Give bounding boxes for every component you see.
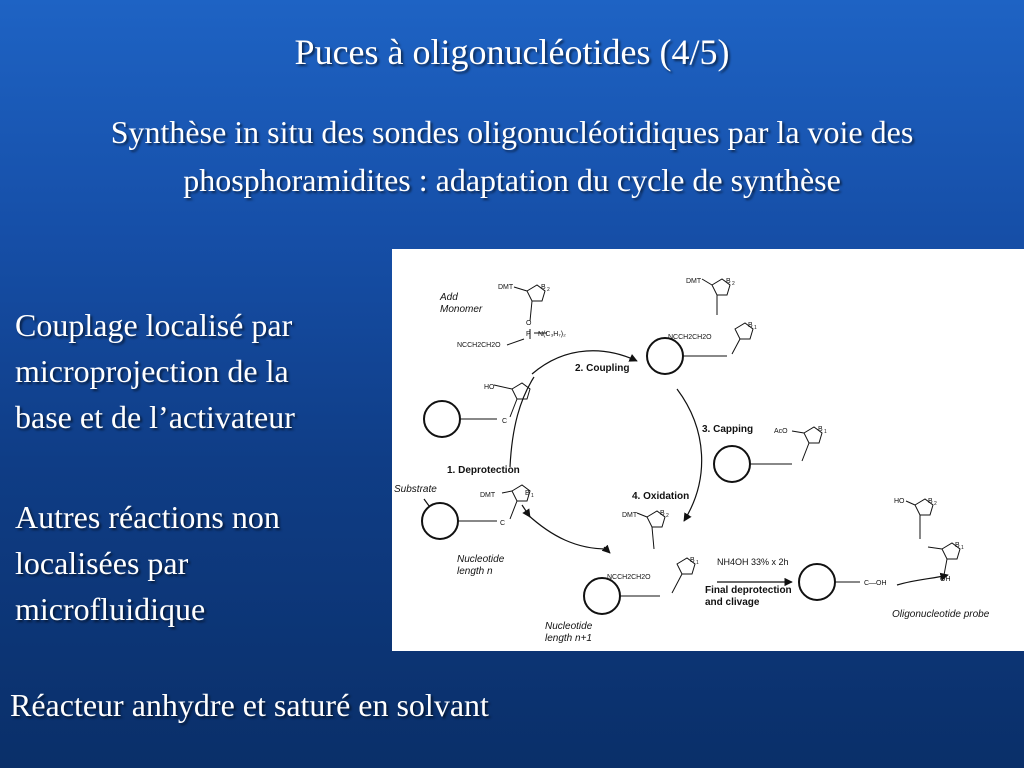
solid-support-circle <box>422 503 458 539</box>
nucleotide-n1-label: length n+1 <box>545 633 592 644</box>
base-subscript: 2 <box>934 501 937 507</box>
slide-footer: Réacteur anhydre et saturé en solvant <box>10 687 489 723</box>
product-structure <box>835 499 960 582</box>
side-text-line: microfluidique <box>15 591 206 627</box>
oxidized-dimer-structure <box>620 511 695 596</box>
reagent-label: NH4OH 33% x 2h <box>717 557 789 567</box>
ester-carbon-label: C <box>502 418 508 425</box>
cyanoethyl-label: NCCH2CH2O <box>668 334 712 341</box>
acetyl-label: AcO <box>774 428 788 435</box>
base-subscript: 1 <box>824 429 827 435</box>
support-nucleoside-ho <box>460 383 530 419</box>
dmt-label: DMT <box>686 278 702 285</box>
side-text-line: localisées par <box>15 545 189 581</box>
support-nucleoside-dmt <box>458 485 530 521</box>
side-text-line: Autres réactions non <box>15 499 280 535</box>
final-step-label: and clivage <box>705 597 760 608</box>
side-text-line: base et de l’activateur <box>15 399 295 435</box>
step-capping-label: 3. Capping <box>702 424 754 435</box>
base-label: B <box>726 278 731 285</box>
solid-support-circle <box>424 401 460 437</box>
final-step-label: Final deprotection <box>705 585 792 596</box>
oxidation-tip <box>604 547 610 553</box>
ester-carbon-label: C <box>500 520 506 527</box>
side-text-coupling <box>15 302 385 440</box>
add-monomer-label: Add <box>440 292 458 303</box>
dmt-label: DMT <box>498 284 514 291</box>
oxygen-label: O <box>526 320 532 327</box>
slide-title: Puces à oligonucléotides (4/5) <box>294 32 730 72</box>
step-coupling-label: 2. Coupling <box>575 363 630 374</box>
phosphorus-label: P <box>526 331 531 338</box>
cyanoethyl-label: NCCH2CH2O <box>607 574 651 581</box>
base-label: B <box>660 510 665 517</box>
deprotection-tip <box>522 505 530 517</box>
base-label: B <box>541 284 546 291</box>
base-subscript: 2 <box>732 281 735 287</box>
solid-support-circle <box>714 446 750 482</box>
step-oxidation-label: 4. Oxidation <box>632 491 690 502</box>
base-label: B <box>818 426 823 433</box>
diisopropylamine-label: N(C₃H₇)₂ <box>538 331 566 338</box>
add-monomer-label: Monomer <box>440 304 483 315</box>
base-label: B <box>748 322 753 329</box>
carboxyl-label: C—OH <box>864 580 887 587</box>
solid-support-circle <box>584 578 620 614</box>
cycle-arrow-deprotection <box>510 377 534 467</box>
nucleotide-n-label: Nucleotide <box>457 554 505 565</box>
dmt-label: DMT <box>622 512 638 519</box>
product-label: Oligonucleotide probe <box>892 609 990 620</box>
hydroxyl-label: OH <box>940 576 951 583</box>
dmt-label: DMT <box>480 492 496 499</box>
base-subscript: 1 <box>531 493 534 499</box>
base-subscript: 1 <box>696 560 699 566</box>
coupled-dimer-structure <box>683 279 753 356</box>
base-label: B <box>955 542 960 549</box>
subtitle-line-2: phosphoramidites : adaptation du cycle de synthèse <box>183 162 841 198</box>
nucleotide-n1-label: Nucleotide <box>545 621 593 632</box>
solid-support-circle <box>647 338 683 374</box>
substrate-label: Substrate <box>394 484 437 495</box>
subtitle-line-1: Synthèse in situ des sondes oligonucléotidiques par la voie des <box>110 114 914 150</box>
step-deprotection-label: 1. Deprotection <box>447 465 520 476</box>
side-text-microfluidics <box>15 494 385 632</box>
synthesis-cycle-diagram <box>392 249 1024 651</box>
slide-subtitle <box>0 108 1024 204</box>
base-label: B <box>525 490 530 497</box>
base-subscript: 1 <box>754 325 757 331</box>
cycle-arrow-oxidation <box>527 514 607 549</box>
synthesis-cycle-svg <box>392 249 1024 651</box>
hydroxyl-label: HO <box>894 498 905 505</box>
solid-support-circle <box>799 564 835 600</box>
base-subscript: 2 <box>666 513 669 519</box>
side-text-line: microprojection de la <box>15 353 289 389</box>
cyanoethyl-label: NCCH2CH2O <box>457 342 501 349</box>
side-text-line: Couplage localisé par <box>15 307 293 343</box>
nucleotide-n-label: length n <box>457 566 493 577</box>
base-subscript: 1 <box>961 545 964 551</box>
base-label: B <box>690 557 695 564</box>
hydroxyl-label: HO <box>484 384 495 391</box>
base-subscript: 2 <box>547 287 550 293</box>
base-label: B <box>928 498 933 505</box>
